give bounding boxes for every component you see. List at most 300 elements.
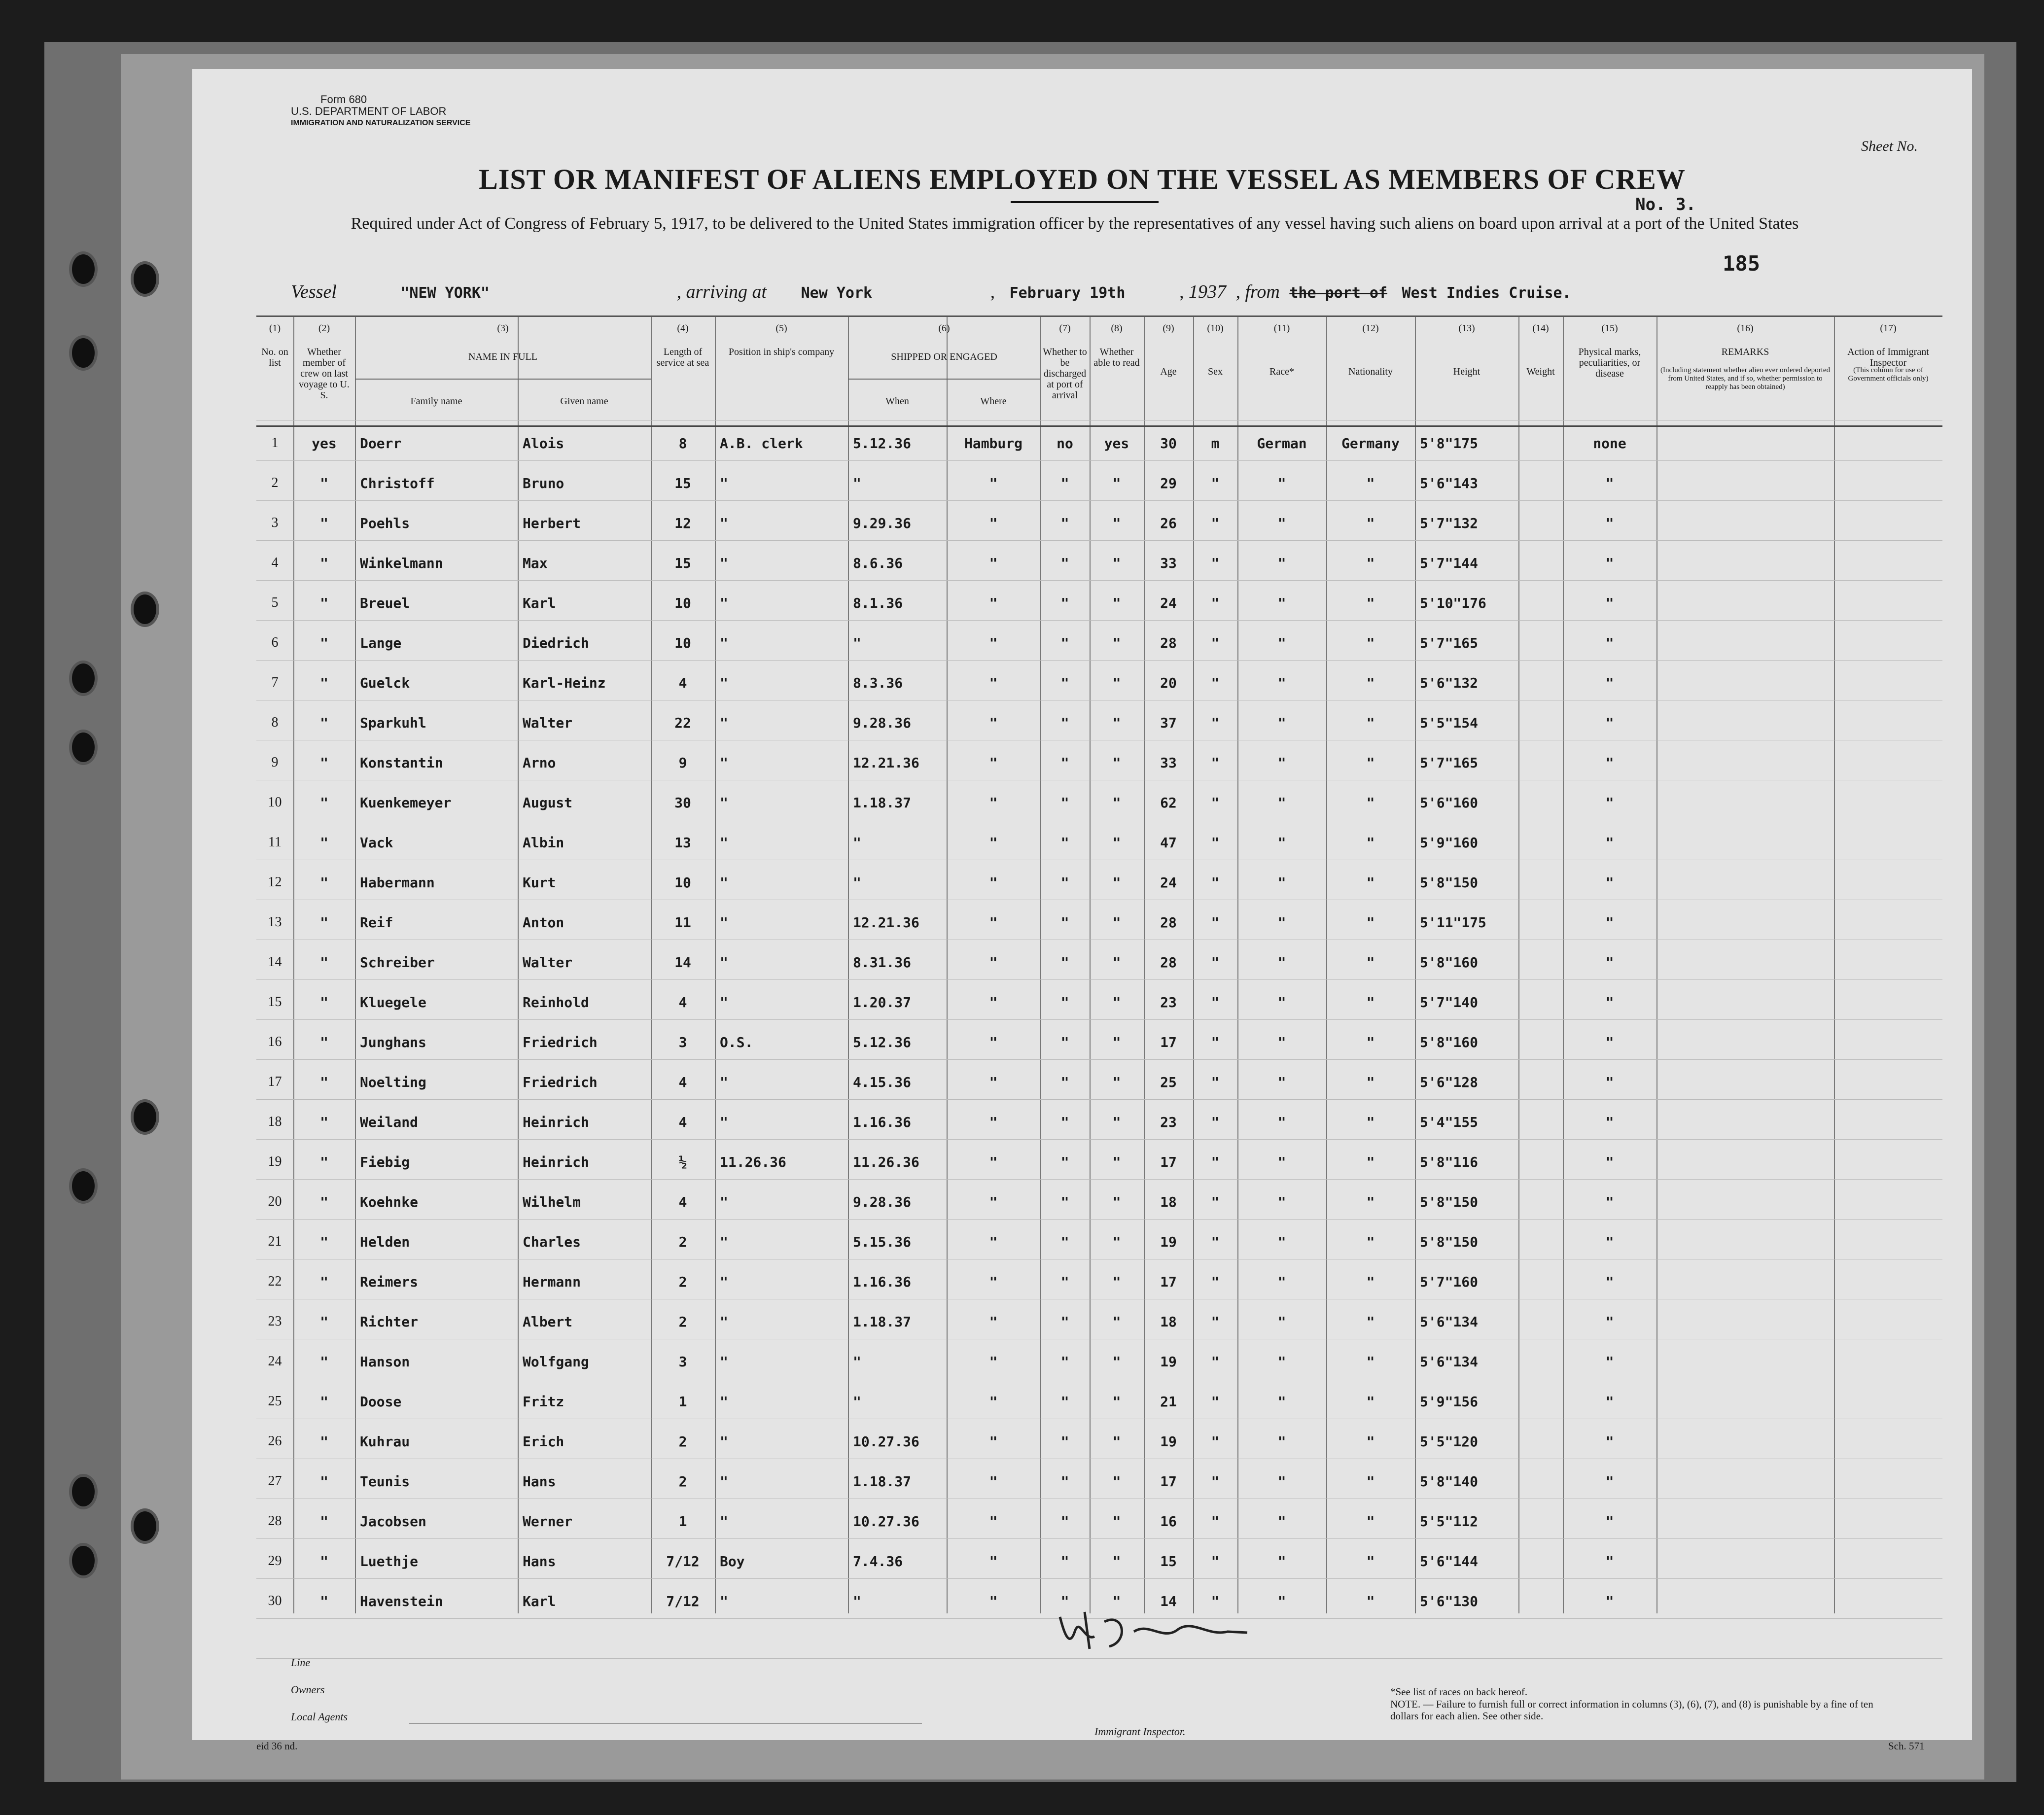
cell-where: " <box>989 1553 998 1570</box>
cell-position: " <box>720 635 728 651</box>
stamp-number: 185 <box>1723 251 1760 276</box>
cell-hw: 5'8"160 <box>1420 1034 1479 1050</box>
column-number: (14) <box>1532 323 1549 334</box>
cell-given: Karl <box>523 1593 556 1609</box>
cell-where: " <box>989 1314 998 1330</box>
cell-family: Havenstein <box>360 1593 443 1609</box>
cell-when: 8.1.36 <box>853 595 903 611</box>
cell-marks: " <box>1605 555 1614 571</box>
cell-service: 2 <box>678 1234 687 1250</box>
cell-age: 24 <box>1160 595 1177 611</box>
cell-age: 23 <box>1160 1114 1177 1130</box>
cell-when: 10.27.36 <box>853 1513 919 1530</box>
cell-nationality: " <box>1366 1553 1375 1570</box>
cell-age: 20 <box>1160 675 1177 691</box>
cell-hw: 5'7"165 <box>1420 755 1479 771</box>
cell-hw: 5'8"140 <box>1420 1473 1479 1490</box>
cell-read: " <box>1112 755 1121 771</box>
cell-where: " <box>989 595 998 611</box>
cell-family: Christoff <box>360 475 435 491</box>
cell-prev: " <box>320 1114 328 1130</box>
cell-hw: 5'8"150 <box>1420 1234 1479 1250</box>
cell-read: " <box>1112 1274 1121 1290</box>
cell-position: " <box>720 914 728 931</box>
cell-hw: 5'6"134 <box>1420 1354 1479 1370</box>
row-rule <box>256 1139 1942 1140</box>
cell-prev: " <box>320 1433 328 1450</box>
cell-when: 11.26.36 <box>853 1154 919 1170</box>
row-number: 17 <box>268 1074 282 1089</box>
row-rule <box>256 540 1942 541</box>
cell-given: Bruno <box>523 475 564 491</box>
cell-hw: 5'4"155 <box>1420 1114 1479 1130</box>
cell-age: 17 <box>1160 1274 1177 1290</box>
cell-discharged: " <box>1060 1234 1069 1250</box>
cell-position: " <box>720 1593 728 1609</box>
printer-mark: eid 36 nd. <box>256 1740 298 1752</box>
cell-prev: " <box>320 1034 328 1050</box>
cell-marks: " <box>1605 1114 1614 1130</box>
cell-race: " <box>1277 1074 1286 1090</box>
cell-when: 1.18.37 <box>853 1314 912 1330</box>
cell-where: " <box>989 1234 998 1250</box>
shipped-group-rule <box>848 379 1040 380</box>
cell-sex: " <box>1211 795 1220 811</box>
cell-nationality: " <box>1366 1473 1375 1490</box>
cell-where: " <box>989 475 998 491</box>
cell-where: " <box>989 1034 998 1050</box>
binder-hole <box>131 592 159 627</box>
cell-age: 28 <box>1160 954 1177 971</box>
cell-race: " <box>1277 475 1286 491</box>
row-rule <box>256 420 1942 421</box>
cell-race: " <box>1277 1553 1286 1570</box>
cell-position: " <box>720 1473 728 1490</box>
cell-service: 10 <box>674 635 691 651</box>
cell-sex: " <box>1211 755 1220 771</box>
cell-given: August <box>523 795 573 811</box>
row-number: 11 <box>268 835 282 850</box>
cell-prev: " <box>320 1274 328 1290</box>
row-number: 24 <box>268 1354 282 1369</box>
column-number: (5) <box>775 323 787 334</box>
cell-hw: 5'6"143 <box>1420 475 1479 491</box>
cell-nationality: " <box>1366 515 1375 531</box>
cell-given: Karl <box>523 595 556 611</box>
cell-position: " <box>720 715 728 731</box>
binder-hole <box>69 251 98 287</box>
cell-marks: " <box>1605 1593 1614 1609</box>
cell-hw: 5'6"134 <box>1420 1314 1479 1330</box>
cell-when: 5.12.36 <box>853 435 912 452</box>
inspector-note: (This column for use of Government officials only) <box>1848 366 1929 383</box>
cell-given: Reinhold <box>523 994 589 1011</box>
cell-family: Kuenkemeyer <box>360 795 452 811</box>
cell-marks: " <box>1605 1234 1614 1250</box>
cell-prev: " <box>320 1074 328 1090</box>
row-number: 16 <box>268 1034 282 1049</box>
cell-where: " <box>989 515 998 531</box>
cell-position: " <box>720 874 728 891</box>
form-header <box>291 94 470 129</box>
cell-discharged: " <box>1060 635 1069 651</box>
cell-marks: " <box>1605 1433 1614 1450</box>
cell-race: " <box>1277 515 1286 531</box>
cell-discharged: " <box>1060 675 1069 691</box>
row-rule <box>256 1578 1942 1579</box>
row-number: 3 <box>271 515 279 530</box>
cell-nationality: " <box>1366 1154 1375 1170</box>
cell-hw: 5'10"176 <box>1420 595 1486 611</box>
binder-hole <box>69 730 98 765</box>
cell-when: " <box>853 475 861 491</box>
cell-where: Hamburg <box>964 435 1022 452</box>
remarks-note: (Including statement whether alien ever ordered deported from United States, and if so, whether permission to reapply has been obtained) <box>1660 366 1831 391</box>
cell-family: Reimers <box>360 1274 419 1290</box>
cell-sex: " <box>1211 475 1220 491</box>
page-title: LIST OR MANIFEST OF ALIENS EMPLOYED ON THE VESSEL AS MEMBERS OF CREW <box>479 163 1686 195</box>
column-number: (11) <box>1273 323 1290 334</box>
column-header-c14: Weight <box>1526 366 1555 377</box>
cell-position: " <box>720 755 728 771</box>
cell-where: " <box>989 1154 998 1170</box>
cell-family: Fiebig <box>360 1154 410 1170</box>
cell-sex: " <box>1211 1394 1220 1410</box>
header-rule <box>256 425 1942 427</box>
from-struck: the port of <box>1289 284 1388 302</box>
cell-nationality: " <box>1366 835 1375 851</box>
cell-read: " <box>1112 1473 1121 1490</box>
cell-prev: " <box>320 475 328 491</box>
cell-read: " <box>1112 515 1121 531</box>
column-header-c6a: When <box>885 396 909 407</box>
cell-given: Kurt <box>523 874 556 891</box>
row-number: 1 <box>271 435 279 451</box>
cell-where: " <box>989 914 998 931</box>
cell-family: Habermann <box>360 874 435 891</box>
cell-when: " <box>853 1354 861 1370</box>
cell-discharged: " <box>1060 835 1069 851</box>
cell-service: 4 <box>678 1194 687 1210</box>
cell-given: Hans <box>523 1473 556 1490</box>
cell-family: Richter <box>360 1314 419 1330</box>
cell-prev: " <box>320 1354 328 1370</box>
cell-discharged: " <box>1060 1154 1069 1170</box>
cell-nationality: " <box>1366 994 1375 1011</box>
column-number: (13) <box>1458 323 1475 334</box>
cell-given: Charles <box>523 1234 581 1250</box>
cell-nationality: Germany <box>1341 435 1400 452</box>
cell-sex: " <box>1211 1154 1220 1170</box>
column-number: (8) <box>1111 323 1123 334</box>
cell-nationality: " <box>1366 1274 1375 1290</box>
agent-line <box>409 1723 922 1724</box>
cell-race: " <box>1277 1034 1286 1050</box>
cell-nationality: " <box>1366 555 1375 571</box>
cell-where: " <box>989 635 998 651</box>
cell-family: Poehls <box>360 515 410 531</box>
cell-sex: " <box>1211 1234 1220 1250</box>
row-number: 13 <box>268 914 282 930</box>
cell-prev: " <box>320 715 328 731</box>
column-number: (12) <box>1362 323 1379 334</box>
cell-hw: 5'5"154 <box>1420 715 1479 731</box>
row-number: 4 <box>271 555 279 570</box>
cell-service: 4 <box>678 675 687 691</box>
cell-when: 9.28.36 <box>853 1194 912 1210</box>
cell-prev: " <box>320 795 328 811</box>
cell-where: " <box>989 675 998 691</box>
cell-sex: " <box>1211 1314 1220 1330</box>
cell-race: " <box>1277 675 1286 691</box>
row-number: 20 <box>268 1194 282 1209</box>
cell-sex: " <box>1211 1433 1220 1450</box>
cell-read: " <box>1112 475 1121 491</box>
row-rule <box>256 460 1942 461</box>
cell-hw: 5'5"120 <box>1420 1433 1479 1450</box>
cell-discharged: " <box>1060 1553 1069 1570</box>
from-label: , from <box>1235 281 1280 302</box>
date-prefix: , <box>990 281 995 302</box>
cell-discharged: " <box>1060 914 1069 931</box>
cell-read: " <box>1112 1074 1121 1090</box>
cell-read: " <box>1112 1154 1121 1170</box>
cell-prev: " <box>320 874 328 891</box>
cell-when: " <box>853 874 861 891</box>
cell-given: Wolfgang <box>523 1354 589 1370</box>
cell-race: " <box>1277 555 1286 571</box>
cell-prev: " <box>320 1194 328 1210</box>
cell-given: Arno <box>523 755 556 771</box>
cell-position: " <box>720 954 728 971</box>
column-number: (10) <box>1207 323 1224 334</box>
cell-where: " <box>989 755 998 771</box>
column-header-c2: Whether member of crew on last voyage to U. S. <box>299 347 350 401</box>
cell-service: 7/12 <box>666 1553 700 1570</box>
cell-discharged: " <box>1060 1593 1069 1609</box>
cell-position: " <box>720 1274 728 1290</box>
cell-age: 16 <box>1160 1513 1177 1530</box>
cell-hw: 5'7"144 <box>1420 555 1479 571</box>
cell-read: " <box>1112 675 1121 691</box>
row-number: 27 <box>268 1473 282 1489</box>
cell-prev: " <box>320 755 328 771</box>
cell-family: Kluegele <box>360 994 426 1011</box>
cell-discharged: " <box>1060 555 1069 571</box>
binder-hole <box>69 1543 98 1578</box>
cell-prev: " <box>320 914 328 931</box>
cell-prev: " <box>320 994 328 1011</box>
cell-read: " <box>1112 795 1121 811</box>
row-number: 22 <box>268 1274 282 1289</box>
cell-sex: " <box>1211 1074 1220 1090</box>
cell-marks: " <box>1605 515 1614 531</box>
cell-discharged: " <box>1060 1074 1069 1090</box>
cell-marks: " <box>1605 635 1614 651</box>
footer-line: Line <box>291 1656 311 1669</box>
cell-given: Hans <box>523 1553 556 1570</box>
cell-where: " <box>989 1354 998 1370</box>
cell-when: 1.18.37 <box>853 1473 912 1490</box>
cell-nationality: " <box>1366 675 1375 691</box>
cell-discharged: " <box>1060 954 1069 971</box>
cell-marks: " <box>1605 475 1614 491</box>
cell-race: " <box>1277 1114 1286 1130</box>
cell-age: 33 <box>1160 555 1177 571</box>
cell-sex: " <box>1211 515 1220 531</box>
column-number: (15) <box>1601 323 1618 334</box>
column-number: (1) <box>269 323 281 334</box>
cell-family: Schreiber <box>360 954 435 971</box>
cell-age: 17 <box>1160 1034 1177 1050</box>
cell-where: " <box>989 1114 998 1130</box>
cell-nationality: " <box>1366 1314 1375 1330</box>
vessel-label: Vessel <box>291 281 337 302</box>
column-header-c9: Age <box>1160 366 1177 377</box>
cell-service: 22 <box>674 715 691 731</box>
cell-read: " <box>1112 1433 1121 1450</box>
cell-position: 11.26.36 <box>720 1154 786 1170</box>
cell-age: 15 <box>1160 1553 1177 1570</box>
cell-position: " <box>720 1074 728 1090</box>
row-number: 18 <box>268 1114 282 1129</box>
cell-service: 1 <box>678 1513 687 1530</box>
cell-read: " <box>1112 1194 1121 1210</box>
cell-hw: 5'6"144 <box>1420 1553 1479 1570</box>
cell-marks: " <box>1605 1553 1614 1570</box>
cell-where: " <box>989 1593 998 1609</box>
cell-marks: " <box>1605 755 1614 771</box>
cell-where: " <box>989 715 998 731</box>
cell-family: Reif <box>360 914 393 931</box>
row-number: 28 <box>268 1513 282 1529</box>
row-rule <box>256 1059 1942 1060</box>
row-number: 2 <box>271 475 279 490</box>
cell-sex: " <box>1211 1034 1220 1050</box>
cell-age: 17 <box>1160 1473 1177 1490</box>
cell-nationality: " <box>1366 1114 1375 1130</box>
cell-position: " <box>720 1354 728 1370</box>
cell-service: 8 <box>678 435 687 452</box>
cell-marks: " <box>1605 914 1614 931</box>
cell-age: 23 <box>1160 994 1177 1011</box>
cell-age: 29 <box>1160 475 1177 491</box>
cell-age: 26 <box>1160 515 1177 531</box>
cell-marks: " <box>1605 595 1614 611</box>
cell-family: Sparkuhl <box>360 715 426 731</box>
cell-age: 19 <box>1160 1234 1177 1250</box>
cell-where: " <box>989 994 998 1011</box>
cell-hw: 5'7"140 <box>1420 994 1479 1011</box>
cell-marks: " <box>1605 675 1614 691</box>
cell-nationality: " <box>1366 715 1375 731</box>
cell-prev: " <box>320 635 328 651</box>
cell-race: " <box>1277 954 1286 971</box>
cell-read: " <box>1112 874 1121 891</box>
cell-given: Walter <box>523 954 573 971</box>
cell-nationality: " <box>1366 475 1375 491</box>
cell-service: 3 <box>678 1354 687 1370</box>
binder-hole <box>131 261 159 297</box>
cell-position: " <box>720 994 728 1011</box>
name-in-full-header: NAME IN FULL <box>468 351 537 362</box>
cell-discharged: " <box>1060 1513 1069 1530</box>
cell-discharged: " <box>1060 715 1069 731</box>
cell-hw: 5'7"165 <box>1420 635 1479 651</box>
cell-sex: " <box>1211 555 1220 571</box>
row-rule <box>256 979 1942 980</box>
cell-race: " <box>1277 1433 1286 1450</box>
cell-nationality: " <box>1366 1513 1375 1530</box>
row-number: 15 <box>268 994 282 1010</box>
cell-race: " <box>1277 1274 1286 1290</box>
cell-discharged: " <box>1060 795 1069 811</box>
cell-hw: 5'8"150 <box>1420 874 1479 891</box>
cell-given: Albert <box>523 1314 573 1330</box>
cell-marks: " <box>1605 874 1614 891</box>
cell-position: " <box>720 475 728 491</box>
row-number: 23 <box>268 1314 282 1329</box>
footer-owners: Owners <box>291 1683 325 1696</box>
cell-marks: " <box>1605 1314 1614 1330</box>
cell-marks: " <box>1605 994 1614 1011</box>
cell-sex: " <box>1211 1473 1220 1490</box>
cell-prev: " <box>320 1234 328 1250</box>
cell-family: Luethje <box>360 1553 419 1570</box>
races-note: *See list of races on back hereof. <box>1390 1686 1528 1698</box>
cell-hw: 5'6"160 <box>1420 795 1479 811</box>
cell-where: " <box>989 1394 998 1410</box>
cell-race: " <box>1277 1593 1286 1609</box>
cell-service: 15 <box>674 555 691 571</box>
cell-service: 7/12 <box>666 1593 700 1609</box>
cell-sex: " <box>1211 954 1220 971</box>
cell-nationality: " <box>1366 1433 1375 1450</box>
cell-service: 2 <box>678 1314 687 1330</box>
cell-prev: " <box>320 555 328 571</box>
cell-given: Alois <box>523 435 564 452</box>
cell-when: 1.18.37 <box>853 795 912 811</box>
row-number: 10 <box>268 795 282 810</box>
cell-nationality: " <box>1366 1394 1375 1410</box>
cell-when: 5.12.36 <box>853 1034 912 1050</box>
cell-race: " <box>1277 1194 1286 1210</box>
cell-race: " <box>1277 914 1286 931</box>
cell-read: " <box>1112 1114 1121 1130</box>
cell-nationality: " <box>1366 1593 1375 1609</box>
cell-marks: " <box>1605 1513 1614 1530</box>
cell-given: Diedrich <box>523 635 589 651</box>
column-header-c15: Physical marks, peculiarities, or disease <box>1578 347 1641 379</box>
row-number: 21 <box>268 1234 282 1249</box>
cell-where: " <box>989 1433 998 1450</box>
cell-given: Walter <box>523 715 573 731</box>
cell-age: 19 <box>1160 1433 1177 1450</box>
cell-read: " <box>1112 914 1121 931</box>
shipped-engaged-header: SHIPPED OR ENGAGED <box>891 351 997 362</box>
cell-race: " <box>1277 1314 1286 1330</box>
cell-age: 25 <box>1160 1074 1177 1090</box>
cell-marks: " <box>1605 1194 1614 1210</box>
cell-marks: " <box>1605 1074 1614 1090</box>
cell-marks: " <box>1605 835 1614 851</box>
cell-position: " <box>720 835 728 851</box>
cell-age: 30 <box>1160 435 1177 452</box>
cell-read: " <box>1112 715 1121 731</box>
cell-nationality: " <box>1366 1074 1375 1090</box>
cell-sex: " <box>1211 715 1220 731</box>
cell-service: 11 <box>674 914 691 931</box>
